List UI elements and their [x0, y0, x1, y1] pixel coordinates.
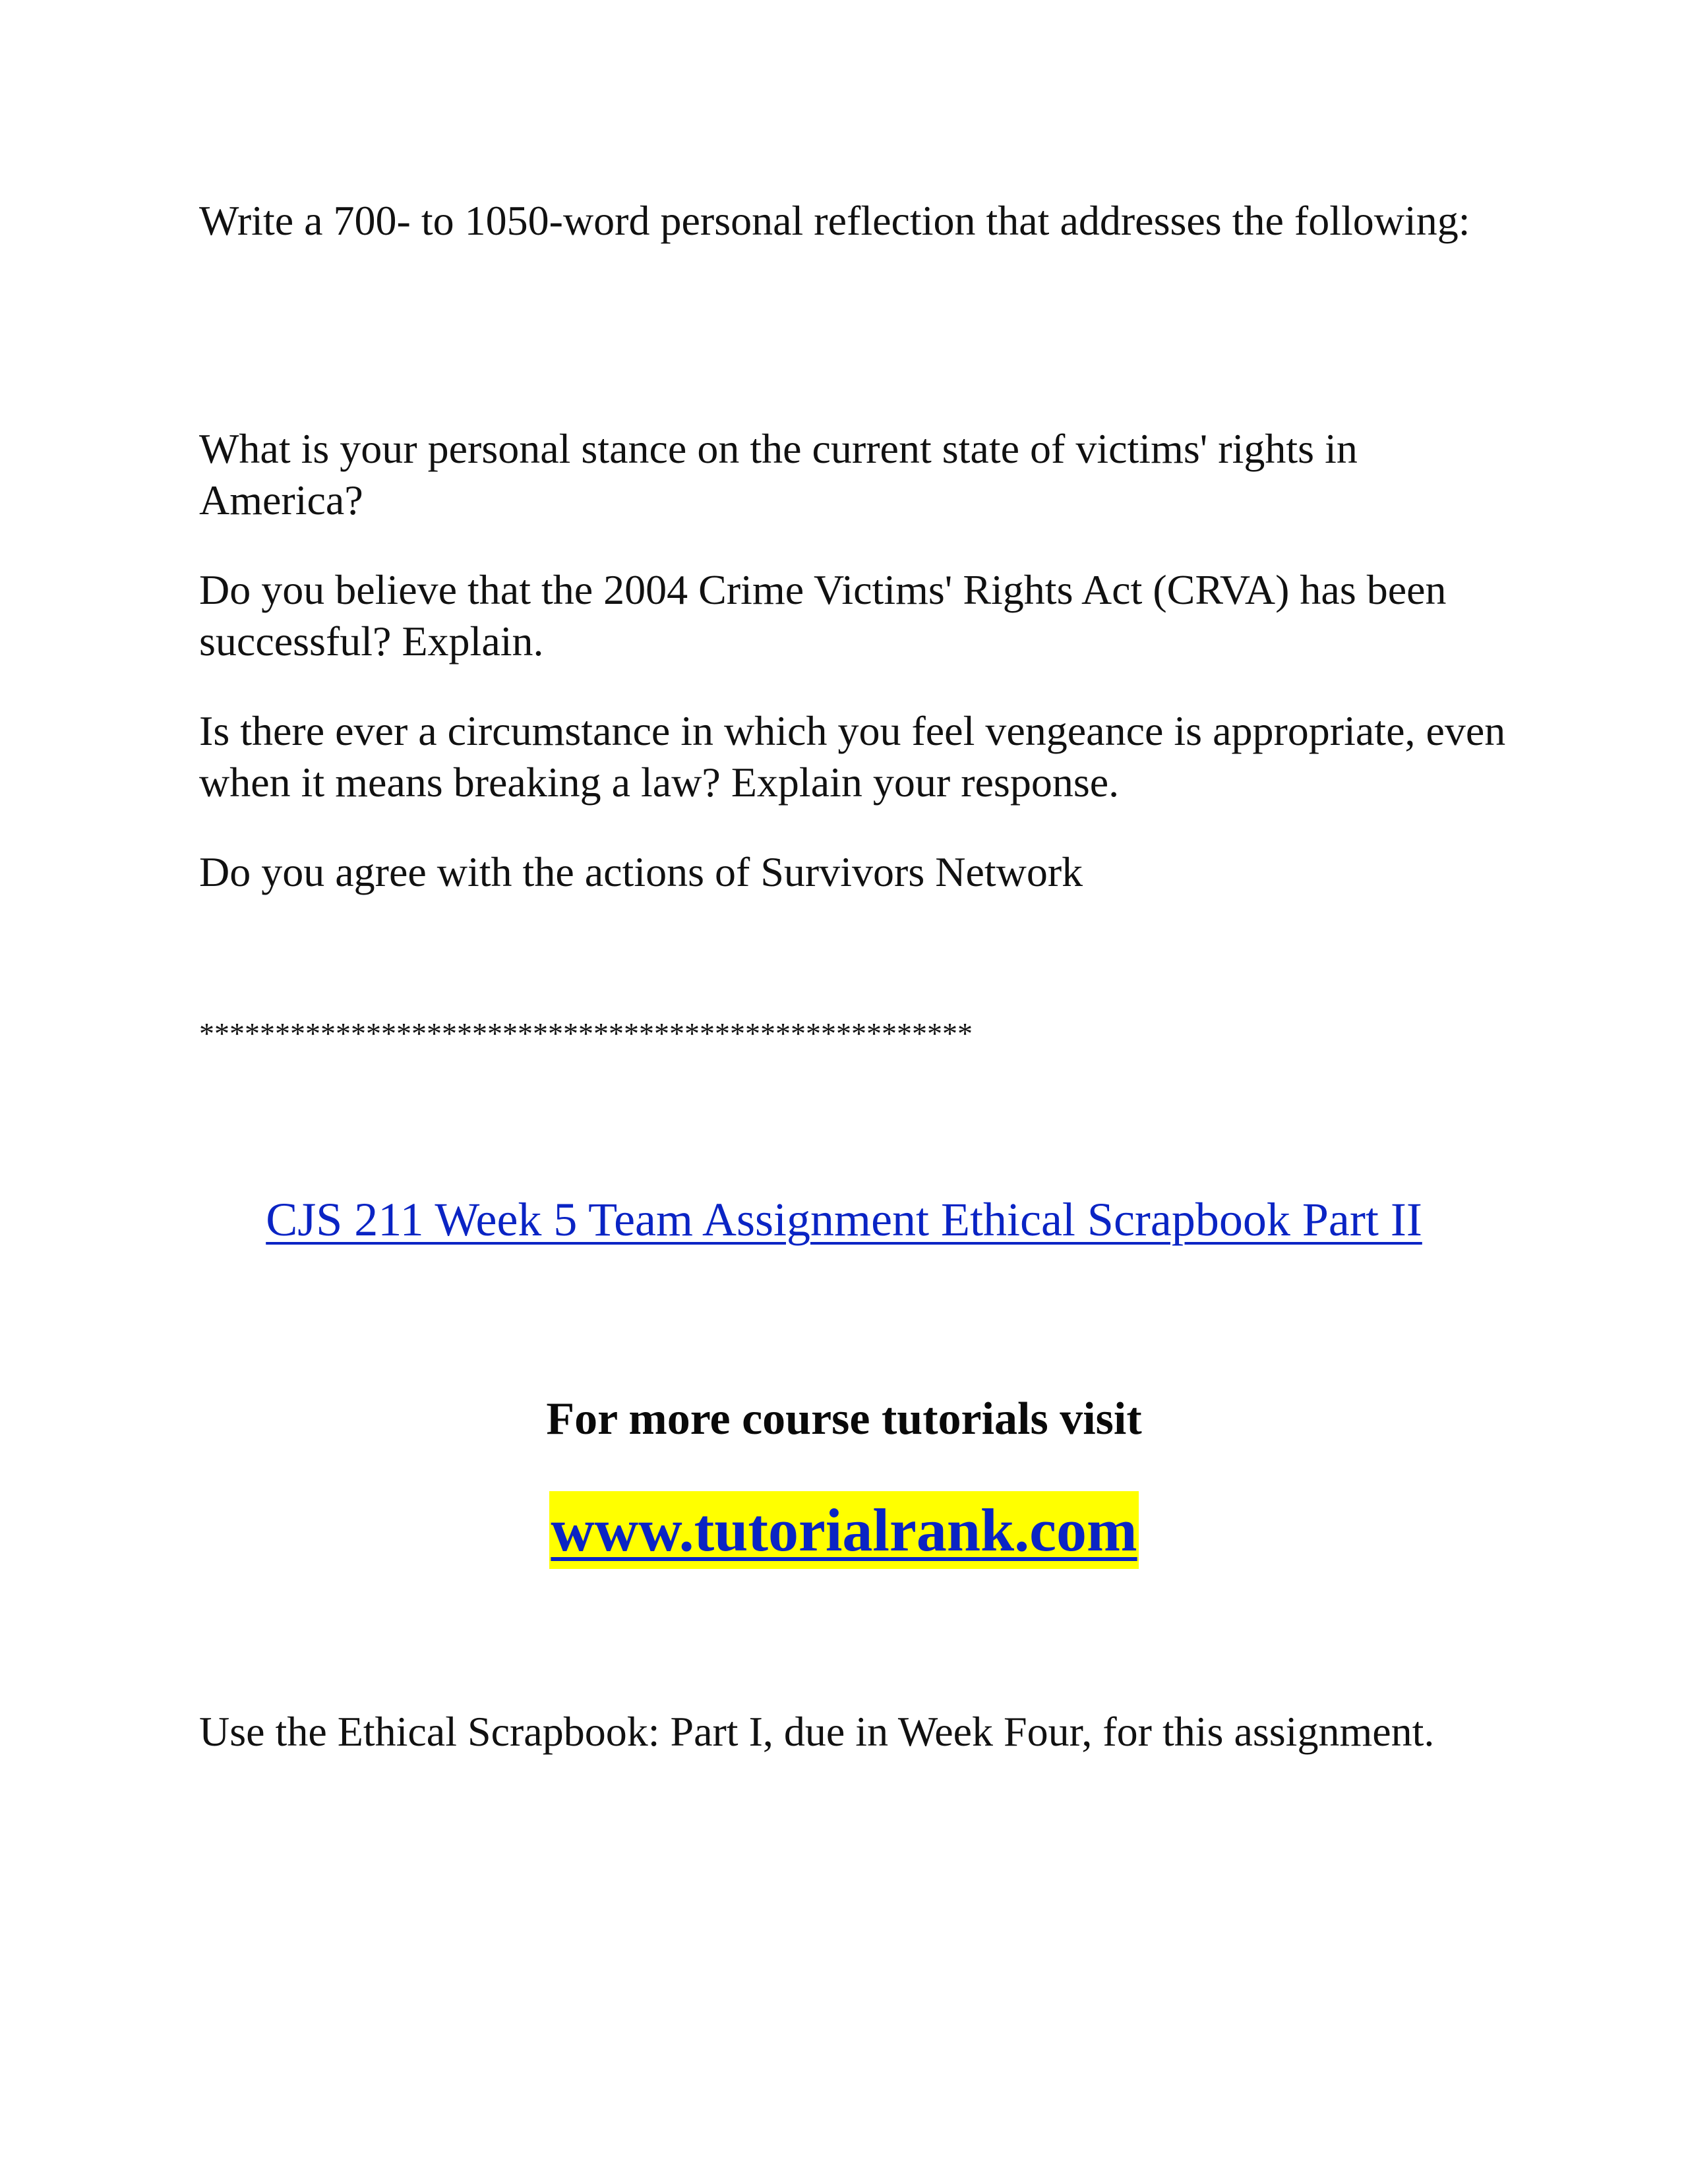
question-victims-rights: What is your personal stance on the current state of victims' rights in America?	[199, 425, 1358, 523]
question-survivors-network: Do you agree with the actions of Survivors Network	[199, 848, 1083, 895]
promo-heading: For more course tutorials visit	[546, 1394, 1142, 1444]
intro-paragraph: Write a 700- to 1050-word personal reflection that addresses the following:	[199, 197, 1470, 244]
course-title-link[interactable]: CJS 211 Week 5 Team Assignment Ethical Scrapbook Part II	[266, 1193, 1422, 1246]
separator-line: ***************************************************	[199, 1017, 973, 1050]
question-crva-success: Do you believe that the 2004 Crime Victims' Rights Act (CRVA) has been successful? Explain.	[199, 566, 1447, 664]
website-link[interactable]: www.tutorialrank.com	[549, 1491, 1138, 1569]
question-vengeance: Is there ever a circumstance in which you feel vengeance is appropriate, even when it means breaking a law? Explain your response.	[199, 707, 1506, 806]
site-link-container	[0, 1491, 1688, 1569]
final-paragraph: Use the Ethical Scrapbook: Part I, due in Week Four, for this assignment.	[199, 1708, 1435, 1755]
